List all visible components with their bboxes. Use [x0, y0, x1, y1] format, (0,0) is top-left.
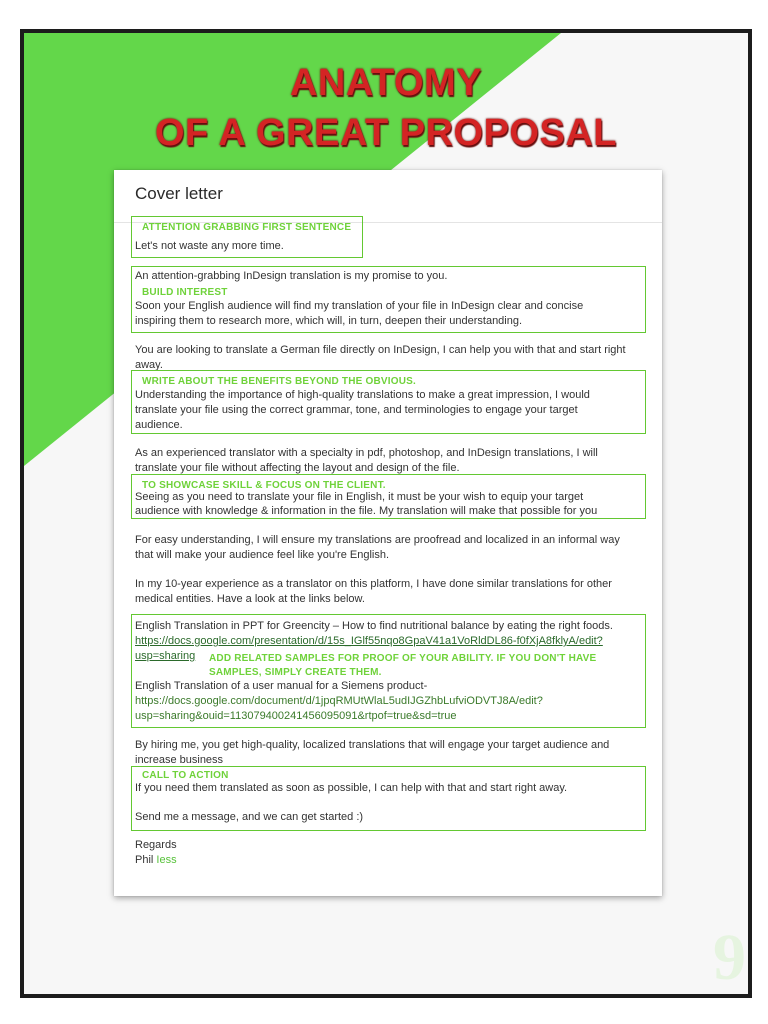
page-frame	[20, 29, 752, 998]
sign-off: Regards	[135, 839, 177, 851]
card-title: Cover letter	[135, 184, 223, 203]
text-line: medical entities. Have a look at the links below.	[135, 593, 365, 605]
signature-name	[135, 853, 177, 868]
cover-letter-card	[114, 170, 662, 896]
text-line: increase business	[135, 754, 224, 766]
text-line: audience with knowledge & information in the file. My translation will make that possible for you	[135, 505, 598, 517]
signature-last-name: Iess	[156, 854, 177, 866]
annotation-build-interest: BUILD INTEREST	[142, 287, 228, 298]
sample-link-2-continued[interactable]: usp=sharing&ouid=113079400241456095091&rtpof=true&sd=true	[135, 710, 457, 722]
annotation-call-to-action: CALL TO ACTION	[142, 770, 229, 781]
text-line: English Translation in PPT for Greencity – How to find nutritional balance by eating the right foods.	[135, 620, 613, 632]
title-line-1: ANATOMY	[289, 62, 483, 104]
text-line: Let's not waste any more time.	[135, 240, 284, 252]
text-line: translate your file using the correct grammar, tone, and terminologies to engage your target	[135, 404, 578, 416]
text-line: Seeing as you need to translate your file in English, it must be your wish to equip your target	[135, 491, 584, 503]
signature-first-name: Phil	[135, 854, 154, 866]
text-line: Soon your English audience will find my translation of your file in InDesign clear and concise	[135, 300, 584, 312]
sample-link-1-continued[interactable]: usp=sharing	[135, 650, 196, 662]
text-line: In my 10-year experience as a translator on this platform, I have done similar translations for other	[135, 578, 612, 590]
text-line: inspiring them to research more, which will, in turn, deepen their understanding.	[135, 315, 523, 327]
text-line: away.	[135, 359, 163, 371]
text-line: By hiring me, you get high-quality, localized translations that will engage your target audience and	[135, 739, 610, 751]
text-line: audience.	[135, 419, 183, 431]
annotation-attention: ATTENTION GRABBING FIRST SENTENCE	[142, 222, 352, 233]
title-line-2: OF A GREAT PROPOSAL	[155, 112, 617, 154]
sample-link-2[interactable]: https://docs.google.com/document/d/1jpqRMUtWlaL5udIJGZhbLufviODVTJ8A/edit?	[135, 695, 543, 707]
text-line: You are looking to translate a German file directly on InDesign, I can help you with that and start right	[135, 344, 626, 356]
text-line: For easy understanding, I will ensure my translations are proofread and localized in an informal way	[135, 534, 620, 546]
text-line: English Translation of a user manual for a Siemens product-	[135, 680, 428, 692]
page-number: 9	[713, 921, 746, 994]
annotation-benefits: WRITE ABOUT THE BENEFITS BEYOND THE OBVIOUS.	[142, 376, 416, 387]
annotation-samples-line-2: SAMPLES, SIMPLY CREATE THEM.	[209, 667, 382, 678]
annotation-samples-line-1: ADD RELATED SAMPLES FOR PROOF OF YOUR ABILITY. IF YOU DON'T HAVE	[209, 653, 597, 664]
text-line: An attention-grabbing InDesign translation is my promise to you.	[135, 270, 448, 282]
text-line: Send me a message, and we can get started :)	[135, 811, 364, 823]
sample-link-1[interactable]: https://docs.google.com/presentation/d/15s_IGlf55nqo8GpaV41a1VoRldDL86-f0fXjA8fklyA/edit?	[135, 635, 603, 647]
text-line: If you need them translated as soon as possible, I can help with that and start right away.	[135, 782, 568, 794]
annotation-skill: TO SHOWCASE SKILL & FOCUS ON THE CLIENT.	[142, 480, 386, 491]
text-line: that will make your audience feel like you're English.	[135, 549, 390, 561]
text-line: translate your file without affecting the layout and design of the file.	[135, 462, 460, 474]
text-line: Understanding the importance of high-quality translations to make a great impression, I would	[135, 389, 590, 401]
text-line: As an experienced translator with a specialty in pdf, photoshop, and InDesign translations, I will	[135, 447, 598, 459]
